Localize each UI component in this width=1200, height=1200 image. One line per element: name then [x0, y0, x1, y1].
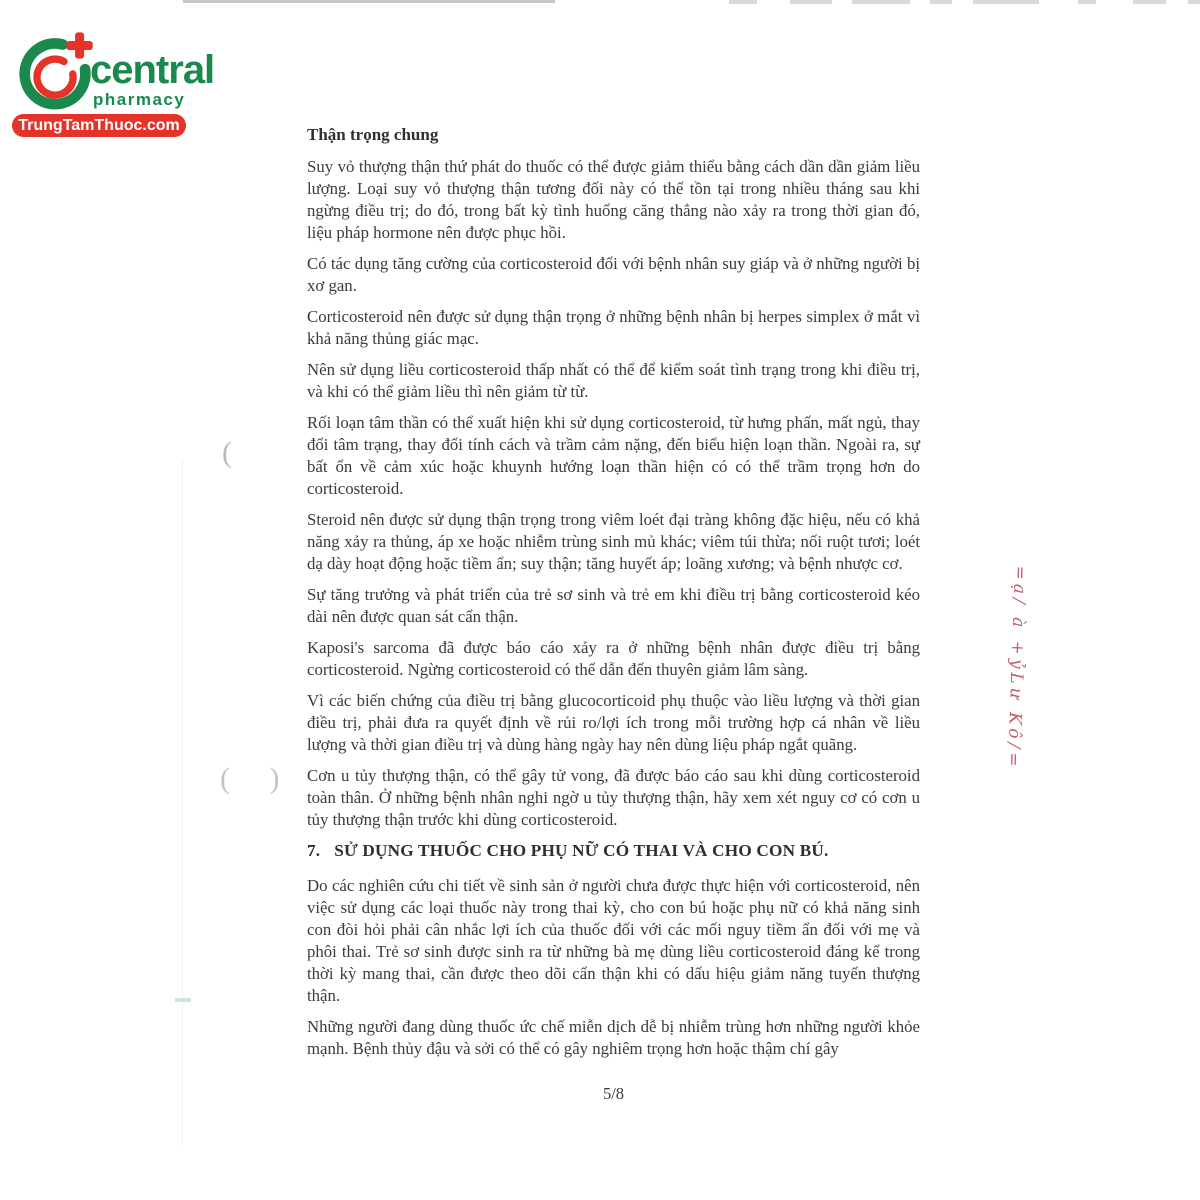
caution-heading: Thận trọng chung	[307, 125, 439, 144]
paragraph: Kaposi's sarcoma đã được báo cáo xảy ra ở những bệnh nhân được điều trị bằng corticosteroid. Ngừng corticosteroid có thể dẫn đến thuyên giảm lâm sàng.	[307, 638, 920, 679]
scan-artifact	[973, 0, 1039, 4]
section-7-title: SỬ DỤNG THUỐC CHO PHỤ NỮ CÓ THAI VÀ CHO CON BÚ.	[334, 841, 829, 860]
handwritten-annotation: =ạ/ à +ỷLư Kô/=	[1002, 565, 1030, 771]
logo-website-badge	[12, 114, 186, 137]
scan-mark-green	[175, 998, 191, 1002]
scan-artifact	[790, 0, 832, 4]
scan-artifact	[729, 0, 757, 4]
logo-website-text: TrungTamThuoc.com	[18, 116, 180, 134]
scan-artifact	[852, 0, 910, 4]
paragraph: Sự tăng trưởng và phát triển của trẻ sơ sinh và trẻ em khi điều trị bằng corticosteroid kéo dài nên được quan sát cẩn thận.	[307, 585, 920, 626]
section-7-heading	[307, 840, 920, 862]
scan-fold-line	[182, 460, 183, 1145]
paragraph: Suy vỏ thượng thận thứ phát do thuốc có thể được giảm thiểu bằng cách dần dần giảm liều lượng. Loại suy vỏ thượng thận tương đối này có thể tồn tại trong nhiều tháng sau khi ngừng điều trị; do đó, trong bất kỳ tình huống căng thẳng nào xảy ra trong thời gian đó, liệu pháp hormone nên được phục hồi.	[307, 157, 920, 242]
scan-artifact	[1078, 0, 1096, 4]
paragraph: Vì các biến chứng của điều trị bằng glucocorticoid phụ thuộc vào liều lượng và thời gian điều trị, phải đưa ra quyết định về rủi ro/lợi ích trong mỗi trường hợp cá nhân về liều lượng và thời gian điều trị và dùng hàng ngày hay nên dùng liệu pháp ngắt quãng.	[307, 691, 920, 754]
paragraph: Nên sử dụng liều corticosteroid thấp nhất có thể để kiểm soát tình trạng trong khi điều trị, và khi có thể giảm liều thì nên giảm từ từ.	[307, 360, 920, 401]
paragraph: Steroid nên được sử dụng thận trọng trong viêm loét đại tràng không đặc hiệu, nếu có khả năng xảy ra thủng, áp xe hoặc nhiễm trùng sinh mủ khác; viêm túi thừa; nối ruột tươi; loét dạ dày hoạt động hoặc tiềm ẩn; suy thận; tăng huyết áp; loãng xương; và bệnh nhược cơ.	[307, 510, 920, 573]
paragraph: Do các nghiên cứu chi tiết về sinh sản ở người chưa được thực hiện với corticosteroid, nên việc sử dụng các loại thuốc này trong thai kỳ, cho con bú hoặc phụ nữ có khả năng sinh con đòi hỏi phải cân nhắc lợi ích của thuốc đối với các mối nguy tiềm ẩn đối với mẹ và phôi thai. Trẻ sơ sinh được sinh ra từ những bà mẹ dùng liều corticosteroid đáng kể trong thời kỳ mang thai, cần được theo dõi cẩn thận khi có dấu hiệu giảm năng tuyến thượng thận.	[307, 876, 920, 1005]
scan-artifact	[1188, 0, 1200, 4]
central-pharmacy-logo-icon	[14, 30, 96, 116]
paragraph: Những người đang dùng thuốc ức chế miễn dịch dễ bị nhiễm trùng hơn những người khỏe mạnh. Bệnh thủy đậu và sởi có thể có gây nghiêm trọng hơn hoặc thậm chí gây	[307, 1017, 920, 1058]
scan-artifact	[930, 0, 952, 4]
paragraph: Corticosteroid nên được sử dụng thận trọng ở những bệnh nhân bị herpes simplex ở mắt vì khả năng thủng giác mạc.	[307, 307, 920, 348]
paragraph: Có tác dụng tăng cường của corticosteroid đối với bệnh nhân suy giáp và ở những người bị xơ gan.	[307, 254, 920, 295]
section-7-number: 7.	[307, 841, 321, 860]
logo-brand-text: central	[90, 48, 215, 92]
scan-mark-parenthesis: (	[222, 436, 232, 469]
document-body	[307, 124, 920, 1069]
paragraph: Rối loạn tâm thần có thể xuất hiện khi sử dụng corticosteroid, từ hưng phấn, mất ngủ, thay đổi tâm trạng, thay đổi tính cách và trầm cảm nặng, đến biểu hiện loạn thần. Ngoài ra, sự bất ổn về cảm xúc hoặc khuynh hướng loạn thần hiện có có thể trầm trọng hơn do corticosteroid.	[307, 413, 920, 498]
scan-artifact	[183, 0, 555, 3]
page-number: 5/8	[602, 1084, 625, 1103]
scan-mark-parenthesis: ( )	[220, 762, 296, 795]
scan-artifact	[1133, 0, 1166, 4]
paragraph: Cơn u tủy thượng thận, có thể gây tử vong, đã được báo cáo sau khi dùng corticosteroid toàn thân. Ở những bệnh nhân nghi ngờ u tủy thượng thận, hãy xem xét nguy cơ có cơn u tủy thượng thận trước khi dùng corticosteroid.	[307, 766, 920, 829]
logo-sub-text: pharmacy	[93, 90, 186, 109]
